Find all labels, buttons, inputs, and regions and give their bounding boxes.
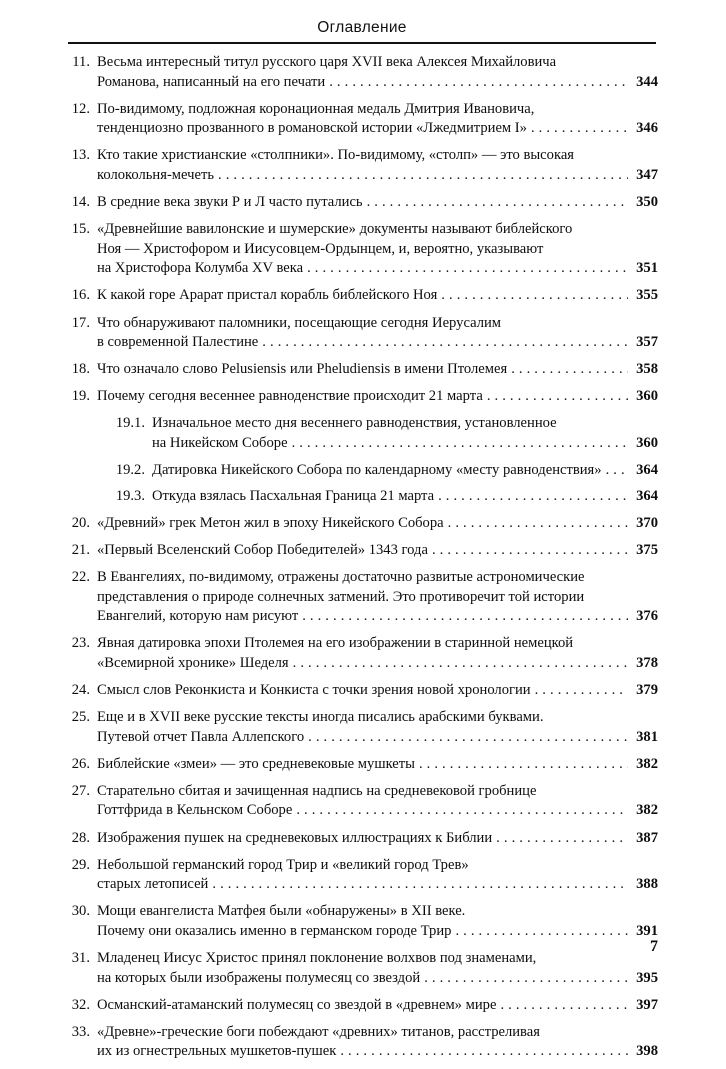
toc-entry-title-text: старых летописей — [97, 876, 209, 893]
toc-entry-body — [90, 634, 658, 673]
toc-entry-title-text: «Древний» грек Метон жил в эпоху Никейского Собора — [97, 514, 444, 531]
dot-leader — [340, 1042, 628, 1062]
toc-entry-title-text: «Первый Вселенский Собор Победителей» 1343 года — [97, 541, 428, 558]
toc-entry-page-number: 357 — [636, 334, 658, 351]
toc-entry[interactable] — [68, 856, 658, 895]
toc-entry-page-number: 351 — [636, 260, 658, 277]
toc-entry-title-text: «Древне»-греческие боги побеждают «древних» титанов, расстреливая — [97, 1023, 540, 1040]
toc-entry-body — [90, 755, 658, 775]
toc-entry-title-text: на Христофора Колумба XV века — [97, 260, 304, 277]
toc-entry-title-text: Младенец Иисус Христос принял поклонение волхвов под знаменами, — [97, 949, 537, 966]
toc-entry-number: 19.3. — [115, 488, 145, 505]
toc-entry-body — [145, 414, 658, 453]
dot-leader — [212, 875, 628, 895]
toc-entry-last-line — [97, 681, 658, 701]
toc-subentry[interactable] — [68, 461, 658, 481]
toc-entry[interactable] — [68, 286, 658, 306]
toc-entry-last-line — [97, 333, 658, 353]
toc-entry-body — [90, 856, 658, 895]
toc-entry-last-line — [97, 801, 658, 821]
toc-entry-body — [90, 829, 658, 849]
toc-entry[interactable] — [68, 100, 658, 139]
toc-entry-last-line — [97, 166, 658, 186]
toc-entry-line — [97, 146, 658, 166]
toc-entry-number: 29. — [71, 856, 90, 873]
toc-entry-page-number: 382 — [636, 802, 658, 819]
toc-entry[interactable] — [68, 755, 658, 775]
toc-entry-page-number: 388 — [636, 876, 658, 893]
toc-entry-number: 25. — [71, 709, 90, 726]
toc-entry-body — [90, 541, 658, 561]
toc-entry-title-text: Библейские «змеи» — это средневековые мушкеты — [97, 755, 415, 772]
toc-entry-body — [90, 220, 658, 279]
toc-entry-page-number: 370 — [636, 514, 658, 531]
dot-leader — [531, 119, 628, 139]
toc-entry-page-number: 397 — [636, 996, 658, 1013]
toc-entry-title-text: «Древнейшие вавилонские и шумерские» документы называют библейского — [97, 221, 573, 238]
toc-entry[interactable] — [68, 514, 658, 534]
toc-entry-title-text: Мощи евангелиста Матфея были «обнаружены» в XII веке. — [97, 903, 466, 920]
toc-entry[interactable] — [68, 902, 658, 941]
toc-entry-page-number: 375 — [636, 541, 658, 558]
toc-entry-title-text: Смысл слов Реконкиста и Конкиста с точки зрения новой хронологии — [97, 681, 531, 698]
toc-entry-body — [90, 681, 658, 701]
toc-entry-body — [145, 461, 658, 481]
toc-entry-page-number: 381 — [636, 728, 658, 745]
toc-entry-last-line — [97, 119, 658, 139]
toc-entry-number: 30. — [71, 903, 90, 920]
toc-entry-last-line — [152, 461, 658, 481]
toc-entry-number: 24. — [71, 681, 90, 698]
toc-entry-line — [97, 588, 658, 608]
toc-entry-number: 27. — [71, 782, 90, 799]
toc-entry-number: 11. — [72, 54, 90, 70]
toc-entry-last-line — [97, 728, 658, 748]
toc-entry-body — [90, 1023, 658, 1062]
toc-entry-last-line — [97, 829, 658, 849]
toc-entry-line — [97, 568, 658, 588]
toc-entry-title-text: «Всемирной хронике» Шеделя — [97, 654, 289, 671]
toc-entry-page-number: 350 — [636, 194, 658, 211]
toc-entry-page-number: 360 — [636, 435, 658, 451]
toc-entry-last-line — [97, 387, 658, 407]
toc-entry-title-text: Евангелий, которую нам рисуют — [97, 608, 299, 625]
dot-leader — [293, 654, 628, 674]
toc-entry-page-number: 376 — [636, 608, 658, 625]
dot-leader — [262, 333, 628, 353]
toc-entry-page-number: 391 — [636, 922, 658, 939]
toc-entry-last-line — [152, 434, 658, 454]
toc-entry-title-text: Кто такие христианские «столпники». По-видимому, «столп» — это высокая — [97, 147, 575, 164]
toc-entry-title-text: В Евангелиях, по-видимому, отражены достаточно развитые астрономические — [97, 568, 585, 585]
toc-entry[interactable] — [68, 193, 658, 213]
toc-entry[interactable] — [68, 53, 658, 92]
toc-entry-last-line — [97, 654, 658, 674]
toc-entry-body — [90, 314, 658, 353]
toc-entry-body — [90, 286, 658, 306]
toc-entry-number: 15. — [71, 221, 90, 238]
toc-entry-body — [90, 387, 658, 407]
toc-entry-body — [90, 782, 658, 821]
toc-entry-page-number: 358 — [636, 361, 658, 378]
running-head: Оглавление — [317, 19, 407, 36]
toc-entry-title-text: По-видимому, подложная коронационная медаль Дмитрия Ивановича, — [97, 100, 535, 117]
toc-entry-line — [97, 782, 658, 802]
dot-leader — [448, 514, 628, 534]
toc-entry[interactable] — [68, 829, 658, 849]
toc-entry-last-line — [97, 996, 658, 1016]
dot-leader — [441, 286, 628, 306]
toc-entry[interactable] — [68, 146, 658, 185]
toc-entry-title-text: их из огнестрельных мушкетов-пушек — [97, 1043, 337, 1060]
toc-entry-line — [97, 220, 658, 240]
toc-entry-line — [97, 314, 658, 334]
toc-entry-page-number: 364 — [636, 488, 658, 505]
toc-entry-line — [97, 634, 658, 654]
toc-entry-body — [90, 53, 658, 92]
toc-entry-page-number: 355 — [636, 287, 658, 304]
toc-entry-title-text: тенденциозно прозванного в романовской истории «Лжедмитрием I» — [97, 120, 527, 137]
toc-entry-body — [90, 100, 658, 139]
toc-entry-line — [97, 240, 658, 260]
dot-leader — [302, 607, 628, 627]
toc-entry-page-number: 395 — [636, 969, 658, 986]
dot-leader — [308, 728, 628, 748]
toc-entry-body — [90, 360, 658, 380]
toc-entry-number: 28. — [71, 829, 90, 846]
page-number-folio: 7 — [650, 938, 658, 955]
dot-leader — [424, 969, 628, 989]
toc-entry-last-line — [97, 514, 658, 534]
toc-entry[interactable] — [68, 782, 658, 821]
toc-entry[interactable] — [68, 220, 658, 279]
dot-leader — [292, 434, 628, 454]
toc-entry-last-line — [97, 755, 658, 775]
toc-entry-last-line — [97, 193, 658, 213]
toc-entry-last-line — [97, 259, 658, 279]
toc-entry-number: 22. — [71, 568, 90, 585]
toc-entry-body — [90, 996, 658, 1016]
toc-entry-title-text: в современной Палестине — [97, 334, 259, 351]
toc-entry[interactable] — [68, 708, 658, 747]
toc-entry-body — [145, 487, 658, 507]
dot-leader — [296, 801, 628, 821]
toc-entry-page-number: 344 — [636, 73, 658, 90]
toc-entry-page-number: 347 — [636, 166, 658, 183]
toc-entry-title-text: Откуда взялась Пасхальная Граница 21 марта — [152, 488, 435, 505]
toc-entry-number: 19. — [71, 388, 90, 405]
toc-entry-number: 31. — [71, 949, 90, 966]
toc-entry-body — [90, 193, 658, 213]
toc-entry-title-text: В средние века звуки Р и Л часто путались — [97, 194, 363, 211]
toc-entry-number: 23. — [71, 635, 90, 652]
toc-entry-body — [90, 902, 658, 941]
toc-entry-number: 33. — [71, 1023, 90, 1040]
toc-entry-body — [90, 708, 658, 747]
toc-entry-last-line — [97, 360, 658, 380]
toc-entry-last-line — [97, 1042, 658, 1062]
dot-leader — [511, 360, 628, 380]
dot-leader — [432, 541, 628, 561]
dot-leader — [535, 681, 628, 701]
toc-entry-last-line — [97, 286, 658, 306]
toc-entry-body — [90, 146, 658, 185]
toc-entry-line — [97, 856, 658, 876]
toc-entry-title-text: на Никейском Соборе — [152, 435, 288, 451]
toc-entry-number: 14. — [71, 194, 90, 211]
toc-entry-line — [97, 902, 658, 922]
toc-entry-title-text: Изображения пушек на средневековых иллюстрациях к Библии — [97, 829, 493, 846]
toc-entry-body — [90, 568, 658, 627]
toc-entry-title-text: Изначальное место дня весеннего равноденствия, установленное — [152, 415, 557, 432]
toc-entry-number: 21. — [71, 541, 90, 558]
toc-entry-title-text: Почему сегодня весеннее равноденствие происходит 21 марта — [97, 388, 483, 405]
toc-entry-page-number: 346 — [636, 120, 658, 137]
toc-entry-title-text: К какой горе Арарат пристал корабль библейского Ноя — [97, 287, 438, 304]
toc-entry[interactable] — [68, 681, 658, 701]
toc-entry-number: 32. — [71, 996, 90, 1013]
toc-entry-body — [90, 514, 658, 534]
toc-entry-number: 18. — [71, 361, 90, 378]
toc-entry-number: 13. — [71, 147, 90, 164]
toc-entry-last-line — [97, 969, 658, 989]
toc-entry-page-number: 379 — [636, 681, 658, 698]
toc-entry-number: 12. — [71, 100, 90, 117]
toc-entry-last-line — [97, 541, 658, 561]
toc-entry-page-number: 360 — [636, 388, 658, 405]
dot-leader — [487, 387, 628, 407]
toc-entry-title-text: Явная датировка эпохи Птолемея на его изображении в старинной немецкой — [97, 635, 574, 652]
toc-entry[interactable] — [68, 568, 658, 627]
toc-entry-title-text: Ноя — Христофором и Иисусовцем-Ордынцем, и, вероятно, указывают — [97, 240, 544, 257]
dot-leader — [367, 193, 628, 213]
dot-leader — [438, 487, 628, 507]
toc-entry[interactable] — [68, 387, 658, 407]
toc-entry-page-number: 398 — [636, 1043, 658, 1060]
table-of-contents — [68, 53, 658, 1069]
dot-leader — [496, 829, 628, 849]
toc-entry-title-text: Путевой отчет Павла Аллепского — [97, 728, 305, 745]
toc-subentry[interactable] — [68, 487, 658, 507]
toc-subentry[interactable] — [68, 414, 658, 453]
toc-entry-line — [97, 708, 658, 728]
toc-entry-title-text: колокольня-мечеть — [97, 166, 215, 183]
toc-entry[interactable] — [68, 541, 658, 561]
toc-entry-title-text: Старательно сбитая и зачищенная надпись на средневековой гробнице — [97, 782, 537, 799]
toc-entry[interactable] — [68, 996, 658, 1016]
toc-entry-title-text: Весьма интересный титул русского царя XVII века Алексея Михайловича — [97, 54, 557, 70]
toc-entry-title-text: Датировка Никейского Собора по календарному «месту равноденствия» — [152, 461, 602, 478]
toc-entry-number: 16. — [71, 287, 90, 304]
toc-entry-last-line — [97, 73, 658, 93]
toc-entry-number: 19.2. — [115, 461, 145, 478]
toc-entry-page-number: 382 — [636, 755, 658, 772]
toc-entry-title-text: Еще и в XVII веке русские тексты иногда писались арабскими буквами. — [97, 709, 544, 726]
toc-entry-title-text: на которых были изображены полумесяц со звездой — [97, 969, 421, 986]
toc-entry-title-text: представления о природе солнечных затмений. Это противоречит той истории — [97, 588, 585, 605]
dot-leader — [500, 996, 628, 1016]
toc-entry-line — [97, 53, 658, 73]
toc-entry-title-text: Готтфрида в Кельнском Соборе — [97, 802, 293, 819]
toc-entry[interactable] — [68, 314, 658, 353]
toc-entry-number: 19.1. — [115, 415, 145, 432]
toc-entry-page-number: 378 — [636, 654, 658, 671]
toc-entry-line — [152, 414, 658, 434]
toc-entry-number: 26. — [71, 755, 90, 772]
dot-leader — [307, 259, 628, 279]
toc-entry-last-line — [97, 607, 658, 627]
header-rule — [68, 42, 656, 44]
toc-entry-title-text: Что обнаруживают паломники, посещающие сегодня Иерусалим — [97, 314, 502, 331]
toc-entry-last-line — [97, 875, 658, 895]
toc-entry-number: 20. — [71, 514, 90, 531]
dot-leader — [329, 73, 628, 93]
toc-entry-title-text: Почему они оказались именно в германском городе Трир — [97, 922, 452, 939]
dot-leader — [419, 755, 628, 775]
toc-entry-title-text: Что означало слово Pelusiensis или Pheludiensis в имени Птолемея — [97, 361, 508, 378]
toc-entry-page-number: 387 — [636, 829, 658, 846]
toc-entry-line — [97, 100, 658, 120]
toc-entry[interactable] — [68, 1023, 658, 1062]
toc-entry-title-text: Романова, написанный на его печати — [97, 73, 326, 90]
toc-entry[interactable] — [68, 634, 658, 673]
toc-entry-line — [97, 1023, 658, 1043]
toc-entry[interactable] — [68, 360, 658, 380]
toc-entry-last-line — [152, 487, 658, 507]
toc-entry-title-text: Османский-атаманский полумесяц со звездой в «древнем» мире — [97, 996, 497, 1013]
toc-entry-page-number: 364 — [636, 461, 658, 478]
dot-leader — [606, 461, 628, 481]
toc-entry-number: 17. — [71, 314, 90, 331]
toc-entry-title-text: Небольшой германский город Трир и «великий город Трев» — [97, 856, 469, 873]
dot-leader — [218, 166, 628, 186]
